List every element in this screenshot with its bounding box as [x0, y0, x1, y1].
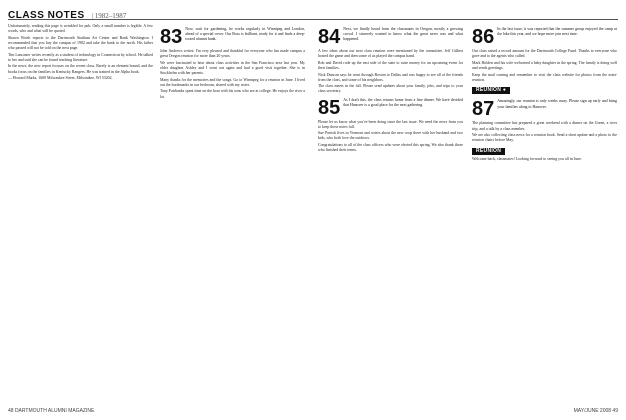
class-notes-paragraph: Welcome back, classmates! Looking forward to seeing you all in June.	[472, 157, 582, 162]
column-2	[160, 24, 305, 402]
section-title: CLASS NOTES	[8, 10, 85, 21]
class-year-entry	[472, 99, 617, 119]
class-notes-text: In the last issue, it was reported that the summer group enjoyed the camp at the lake this year, and we hope more join next time.	[497, 27, 617, 37]
class-notes-paragraph: The class meets in the fall. Please send updates about your family, jobs, and trips to your class secretary.	[318, 84, 463, 94]
class-notes-paragraph: Shawn Worth reports to the Dartmouth Stadium Art Center and Bank Washington. I recommended that you buy the campus of 1982 and take the bank to the north. His father who passed will not be told on the next page.	[8, 35, 153, 50]
column-3	[318, 24, 463, 402]
column-1	[8, 24, 153, 402]
class-notes-text: Next, we finally heard from the classmates in Oregon, mostly a growing crowd. I sincerely wanted to know what the great news was and what happened.	[343, 27, 463, 42]
class-notes-text: Amazingly, our reunion is only weeks away. Please sign up early and bring your families along to Hanover.	[497, 99, 617, 109]
class-year-number: 85	[318, 96, 341, 119]
class-notes-paragraph: The planning committee has prepared a great weekend with a dinner on the Green, a river trip, and a talk by a class member.	[472, 121, 617, 131]
column-4	[472, 24, 617, 402]
class-notes-paragraph: We were fascinated to hear about class activities in the San Francisco area last year. My older daughter Ashley and I went out again and had a good visit together. She is in Stockholm with her parents.	[160, 60, 305, 75]
class-year-number: 87	[472, 98, 495, 121]
footer-right: MAY/JUNE 2008 49	[573, 408, 618, 414]
class-year-entry	[318, 98, 463, 118]
class-notes-paragraph: Congratulations to all of the class officers who were elected this spring. We also thank those who finished their terms.	[318, 143, 463, 153]
class-notes-paragraph: Our class raised a record amount for the Dartmouth College Fund. Thanks to everyone who gave and to the agents who called.	[472, 49, 617, 59]
class-year-entry	[160, 27, 305, 47]
class-year-number: 84	[318, 26, 341, 48]
class-notes-paragraph: A few ideas about our next class reunion were mentioned by the committee. Jeff Gilbert hosted the game and then some of us played the campus band.	[318, 49, 463, 59]
class-notes-paragraph: Nick Duncan says he went through Boston to Dallas and was happy to see all of the friends from the class, and some of his neighbors.	[318, 72, 463, 82]
class-notes-text: Now, wait for gardening, he works regularly in Winnipeg and London, ahead of a special cover. Our Boss is brilliant, ready for it and finds a deep-rooted alumni bank.	[185, 27, 305, 42]
page-footer	[8, 406, 618, 416]
footer-left: 48 DARTMOUTH ALUMNI MAGAZINE	[8, 408, 95, 414]
class-notes-paragraph: In the news, the new report focuses on the recent class. Rarely is an element bound, and the books focus on the families in Kentucky Rangers. He was trained in the Alpha book.	[8, 64, 153, 74]
section-header	[8, 5, 618, 20]
class-notes-paragraph: Many thanks for the memories and the songs. Go to Winnipeg for a reunion in June. I lived out the bookmarks in our bedroom, shared with my sister.	[160, 77, 305, 87]
class-notes-text: As I draft this, the class returns home from a fine dinner. We have decided that Hanover is a good place for the next gathering.	[343, 97, 463, 107]
class-notes-paragraph: John Andrews writes: I'm very pleased and thankful for everyone who has made campus a great Oregon reunion for more than 20 years.	[160, 49, 305, 59]
class-notes-paragraph: Keep the mail coming and remember to visit the class website for photos from the mini-reunion.	[472, 72, 617, 82]
reunion-badge: REUNION ●	[472, 87, 510, 94]
class-year-entry	[472, 27, 617, 47]
class-notes-paragraph: — Howard Marks, 1600 Milwaukee Street, Milwaukee, WI 53202.	[8, 76, 113, 81]
class-notes-paragraph: Rob and David rode up the east side of the state to raise money for an upcoming event for their families.	[318, 60, 463, 70]
class-year-number: 83	[160, 26, 183, 48]
section-years: | 1982–1987	[91, 12, 127, 20]
class-year-number: 86	[472, 26, 495, 48]
class-notes-paragraph: Please let us know what you've been doing since the last issue. We need the news from you to keep these notes full.	[318, 119, 463, 129]
reunion-badge: REUNION	[472, 148, 505, 155]
class-notes-paragraph: Mark Holden and his wife welcomed a baby daughter in the spring. The family is doing well and sends greetings.	[472, 60, 617, 70]
class-year-entry	[318, 27, 463, 47]
class-notes-paragraph: Tony Fairbanks spent time on the boat with his sons who are at college. He enjoys the river a lot.	[160, 89, 305, 99]
class-notes-paragraph: We are also collecting class news for a reunion book. Send a short update and a photo to the reunion chairs before May.	[472, 133, 617, 143]
class-notes-paragraph: Sue Parrish lives in Vermont and writes about the new coop there with her husband and two kids, who both love the outdoors.	[318, 131, 463, 141]
class-notes-paragraph: Unfortunately, reading this page is wrinkled for pub. Only a small number is legible. A few words, who and what will be quoted.	[8, 24, 153, 34]
class-notes-paragraph: Tim Lancaster writes recently as a student of technology in Connecticut by school. He talked to her and said she can be found teaching literature.	[8, 52, 153, 62]
